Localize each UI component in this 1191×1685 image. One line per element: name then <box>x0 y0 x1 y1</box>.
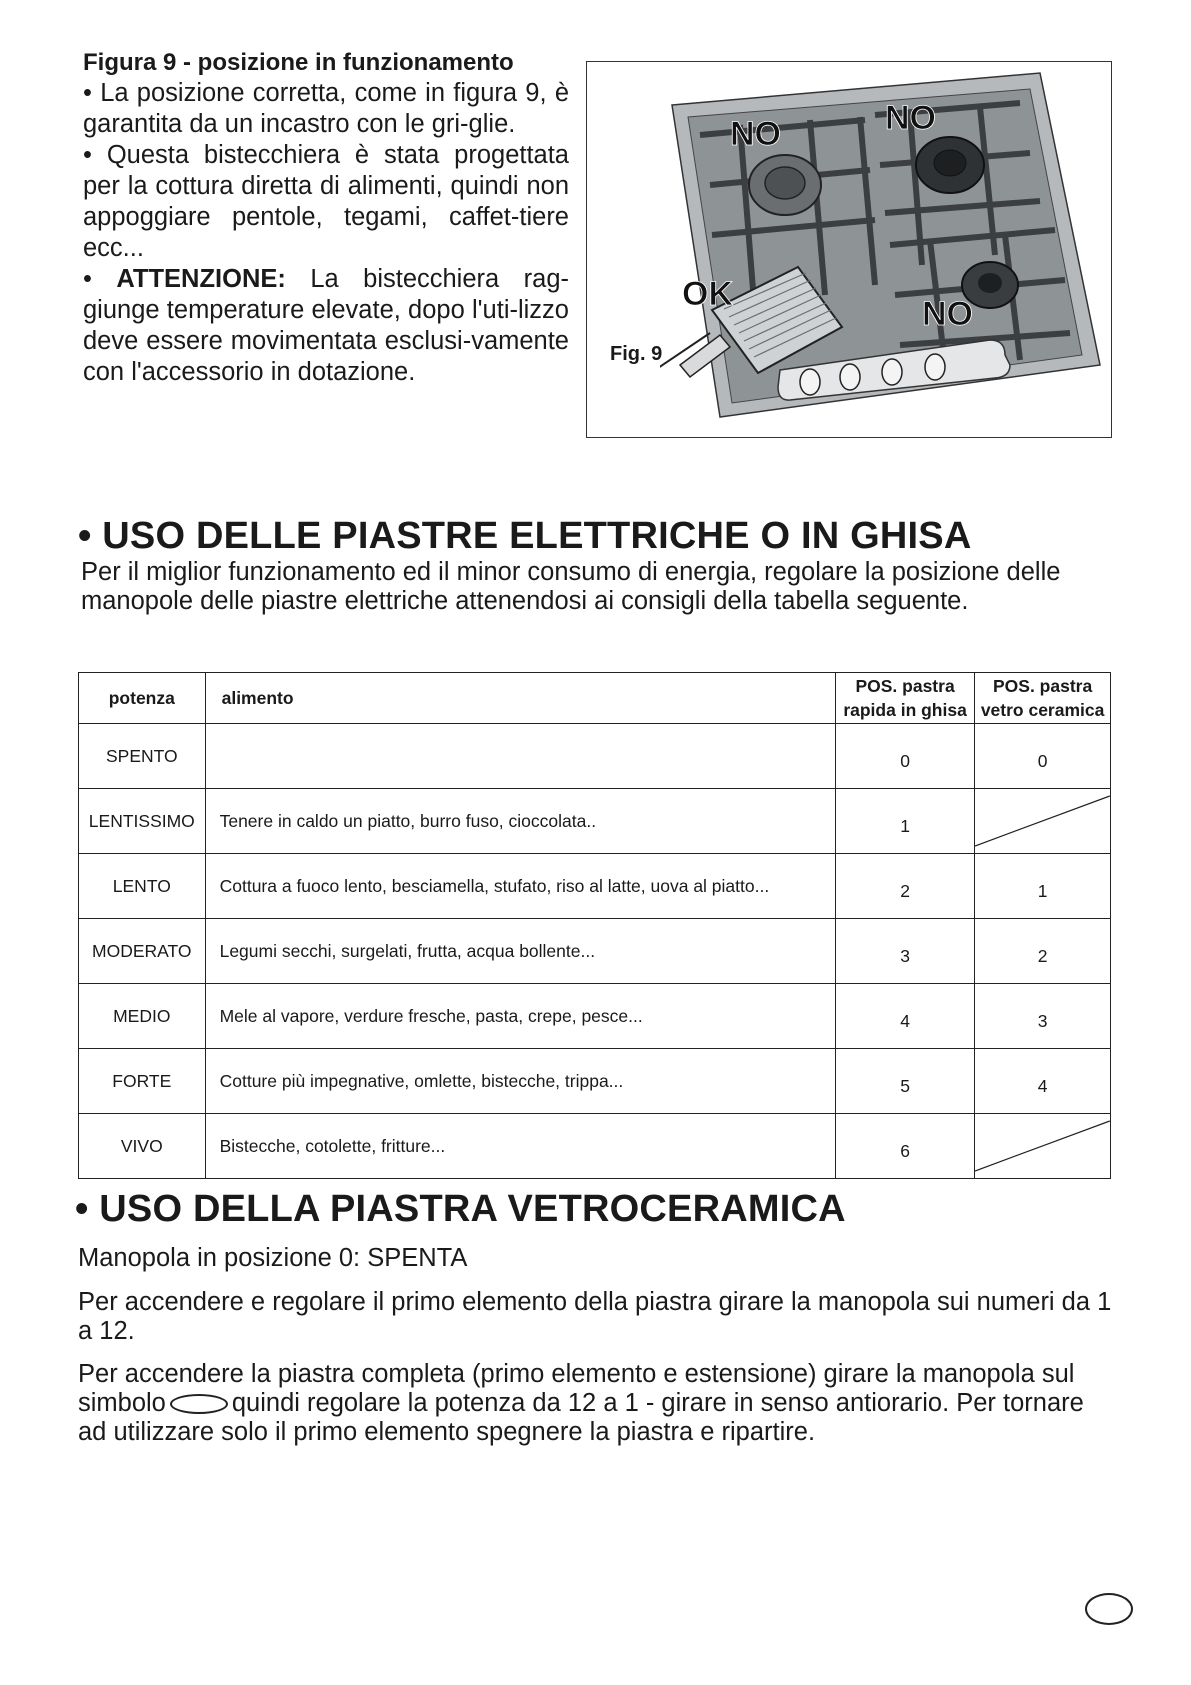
header-potenza: potenza <box>79 673 206 724</box>
cell-alimento: Bistecche, cotolette, fritture... <box>205 1114 835 1179</box>
paragraph-accendere-completa <box>78 1360 1118 1447</box>
cell-pos-vetro: 4 <box>975 1049 1111 1114</box>
header-alimento: alimento <box>205 673 835 724</box>
header-pos-vetro-l2: vetro ceramica <box>980 700 1105 720</box>
mark-griddle: OK <box>682 275 733 313</box>
cell-pos-vetro: 1 <box>975 854 1111 919</box>
cell-pos-ghisa: 0 <box>835 724 974 789</box>
cell-pos-vetro: 0 <box>975 724 1111 789</box>
mark-top-left: NO <box>730 115 781 153</box>
table-row <box>79 854 1111 919</box>
cell-pos-ghisa: 2 <box>835 854 974 919</box>
header-pos-vetro-l1: POS. pastra <box>992 676 1093 696</box>
mark-bottom-right: NO <box>922 295 973 333</box>
cell-pos-ghisa: 4 <box>835 984 974 1049</box>
cell-pos-ghisa: 3 <box>835 919 974 984</box>
header-pos-ghisa-l2: rapida in ghisa <box>843 700 967 720</box>
table-row <box>79 984 1111 1049</box>
paragraph-accendere-completa-a: Per accendere la piastra completa (primo elemento e estensione) girare la manopola sul simbolo <box>78 1360 1075 1417</box>
header-pos-vetro <box>975 673 1111 724</box>
figure-label: Fig. 9 <box>610 343 663 365</box>
header-pos-ghisa <box>835 673 974 724</box>
oval-symbol-icon <box>170 1394 228 1414</box>
warning-text: La bistecchiera rag-giunge temperature elevate, dopo l'uti-lizzo deve essere movimentata esclusi-vamente con l'accessorio in dotazione. <box>83 265 569 386</box>
cell-alimento <box>205 724 835 789</box>
header-pos-ghisa-l1: POS. pastra <box>855 676 955 696</box>
section-intro-piastre: Per il miglior funzionamento ed il minor consumo di energia, regolare la posizione delle manopole delle piastre elettriche attenendosi ai consigli della tabella seguente. <box>81 558 1061 615</box>
diagonal-strike <box>975 794 1110 848</box>
figure-caption-block <box>83 48 569 388</box>
cell-potenza: LENTO <box>79 854 206 919</box>
hob-illustration <box>660 65 1105 430</box>
cell-pos-ghisa: 1 <box>835 789 974 854</box>
cell-pos-vetro: 3 <box>975 984 1111 1049</box>
burner-top-left <box>749 155 821 215</box>
cell-potenza: SPENTO <box>79 724 206 789</box>
cell-pos-vetro-empty <box>975 789 1111 854</box>
cell-pos-ghisa: 6 <box>835 1114 974 1179</box>
paragraph-spenta: Manopola in posizione 0: SPENTA <box>78 1244 468 1272</box>
table-row <box>79 1049 1111 1114</box>
mark-top-right: NO <box>885 99 936 137</box>
paragraph-accendere-primo: Per accendere e regolare il primo elemento della piastra girare la manopola sui numeri da 1 a 12. <box>78 1288 1112 1345</box>
paragraph-accendere-completa-b: quindi regolare la potenza da 12 a 1 - girare in senso antiorario. Per tornare ad utilizzare solo il primo elemento spegnere la piastra e ripartire. <box>78 1389 1084 1446</box>
warning-label: ATTENZIONE: <box>116 265 286 293</box>
cell-pos-vetro: 2 <box>975 919 1111 984</box>
table-header-row <box>79 673 1111 724</box>
cell-potenza: MODERATO <box>79 919 206 984</box>
cell-potenza: FORTE <box>79 1049 206 1114</box>
cell-alimento: Cotture più impegnative, omlette, bistecche, trippa... <box>205 1049 835 1114</box>
caption-bullet-position: • La posizione corretta, come in figura 9, è garantita da un incastro con le gri-glie. <box>83 78 569 140</box>
table-row <box>79 1114 1111 1179</box>
section-heading-vetro: • USO DELLA PIASTRA VETROCERAMICA <box>75 1188 846 1231</box>
cell-pos-ghisa: 5 <box>835 1049 974 1114</box>
caption-bullet-warning <box>83 264 569 388</box>
cell-alimento: Mele al vapore, verdure fresche, pasta, crepe, pesce... <box>205 984 835 1049</box>
burner-top-right <box>916 137 984 193</box>
cell-potenza: VIVO <box>79 1114 206 1179</box>
diagonal-strike <box>975 1119 1110 1173</box>
cell-alimento: Tenere in caldo un piatto, burro fuso, cioccolata.. <box>205 789 835 854</box>
caption-bullet-usage: • Questa bistecchiera è stata progettata per la cottura diretta di alimenti, quindi non appoggiare pentole, tegami, caffet-tiere ecc... <box>83 140 569 264</box>
table-row <box>79 919 1111 984</box>
cell-potenza: MEDIO <box>79 984 206 1049</box>
power-settings-table <box>78 672 1111 1179</box>
figure-caption-title: Figura 9 - posizione in funzionamento <box>83 49 514 76</box>
cell-potenza: LENTISSIMO <box>79 789 206 854</box>
table-row <box>79 789 1111 854</box>
cell-alimento: Legumi secchi, surgelati, frutta, acqua bollente... <box>205 919 835 984</box>
cell-pos-vetro-empty <box>975 1114 1111 1179</box>
cell-alimento: Cottura a fuoco lento, besciamella, stufato, riso al latte, uova al piatto... <box>205 854 835 919</box>
section-heading-piastre: • USO DELLE PIASTRE ELETTRICHE O IN GHISA <box>78 515 971 558</box>
page-number-oval-icon <box>1085 1593 1133 1625</box>
table-row <box>79 724 1111 789</box>
